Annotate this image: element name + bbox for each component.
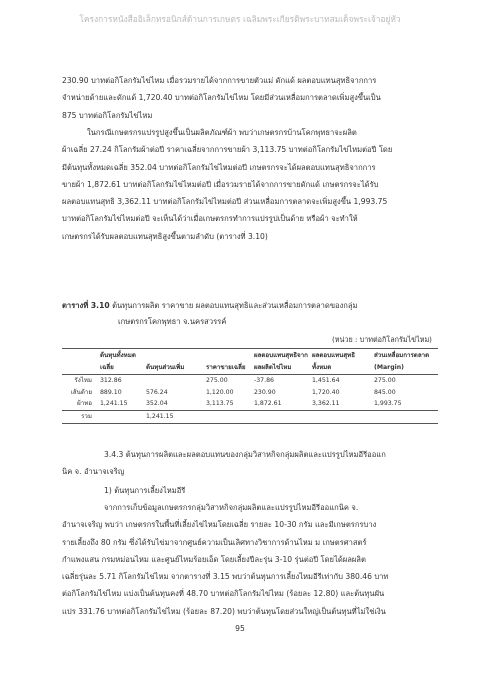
table-row xyxy=(62,387,438,399)
text-line: รายเลี้ยงถึง 80 กรัม ซึ่งได้รับไข่มาจากศูนย์ความเป็นเลิศทางวิชาการด้านไหม ม เกษตรศาสตร์ xyxy=(62,537,367,547)
table-row xyxy=(62,398,438,410)
header-cell: ส่วนเหลื่อมการตลาด (Margin) xyxy=(374,352,430,371)
table-cell: 1,872.61 xyxy=(254,400,282,408)
text-line: เฉลี่ยรุ่นละ 5.71 กิโลกรัมไข่ไหม จากตารางที่ 3.15 พบว่าต้นทุนการเลี้ยงไหมอีรีเท่ากับ 380.46 บาท xyxy=(62,572,389,582)
text-line: 875 บาทต่อกิโลกรัมไข่ไหม xyxy=(62,110,153,120)
header-cell: ผลตอบแทนสุทธิทั้งหมด xyxy=(312,352,356,371)
header-cell: ต้นทุนส่วนเพิ่ม xyxy=(146,363,185,371)
text-line: ขายผ้า 1,872.61 บาทต่อกิโลกรัมไข่ไหมต่อปี เมื่อรวมรายได้จากการขายดักแด้ เกษตรกรจะได้รับ xyxy=(62,179,379,189)
table-cell xyxy=(310,410,372,423)
table-cell: 312.86 xyxy=(100,377,122,385)
table-total-row xyxy=(62,410,438,423)
header-cell: ราคาขายเฉลี่ย xyxy=(206,363,246,371)
page-header: โครงการหนังสืออิเล็กทรอนิกส์ด้านการเกษตร เฉลิมพระเกียรติพระบาทสมเด็จพระเจ้าอยู่หัว xyxy=(79,14,401,24)
page-number: 95 xyxy=(235,624,245,633)
table-cell xyxy=(252,410,310,423)
text-line: ต่อกิโลกรัมไข่ไหม แบ่งเป็นต้นทุนคงที่ 48.70 บาทต่อกิโลกรัมไข่ไหม (ร้อยละ 12.80) และต้นทุนผัน xyxy=(62,589,385,599)
table-cell xyxy=(372,410,438,423)
table-cell: 3,113.75 xyxy=(206,400,234,408)
text-line: นิค จ. อำนาจเจริญ xyxy=(62,467,125,477)
text-line: กำแพงแสน กรมหม่อนไหม และศูนย์ไหมร้อยเอ็ด โดยเลี้ยงปีละรุ่น 3-10 รุ่นต่อปี โดยได้ผลผลิต xyxy=(62,554,366,564)
table-number: ตารางที่ 3.10 xyxy=(62,301,110,310)
table-cell: 352.04 xyxy=(146,400,168,408)
row-label: เส้นด้าย xyxy=(70,388,92,396)
table-cell: 845.00 xyxy=(374,388,396,396)
table-caption xyxy=(62,298,440,330)
text-line: จากการเก็บข้อมูลเกษตรกรกลุ่มวิสาหกิจกลุ่มผลิตและแปรรูปไหมอีรีออแกนิค จ. xyxy=(104,503,359,512)
table-cell: 576.24 xyxy=(146,388,168,396)
row-label: ผ้าทอ xyxy=(77,400,92,408)
table-cell: 230.90 xyxy=(254,388,276,396)
table-cell: 889.10 xyxy=(100,388,122,396)
table-row xyxy=(62,375,438,387)
text-line: มีต้นทุนทั้งหมดเฉลี่ย 352.04 บาทต่อกิโลกรัมไข่ไหมต่อปี เกษตรกรจะได้ผลตอบแทนสุทธิจากการ xyxy=(62,162,376,172)
table-cell xyxy=(204,410,252,423)
header-cell: ผลตอบแทนสุทธิจากผลผลิตไข่ไหม xyxy=(254,352,308,371)
header-cell: ต้นทุนทั้งหมดเฉลี่ย xyxy=(100,352,136,371)
text-line: ผลตอบแทนสุทธิ 3,362.11 บาทต่อกิโลกรัมไข่ไหมต่อปี ส่วนเหลื่อมการตลาดจะเพิ่มสูงขึ้น 1,993.75 xyxy=(62,197,388,207)
paragraph-2 xyxy=(62,124,440,245)
table-cell: 275.00 xyxy=(374,377,396,385)
subsection-heading xyxy=(62,482,440,499)
paragraph-3 xyxy=(62,499,440,620)
table-title: ต้นทุนการผลิต ราคาขาย ผลตอบแทนสุทธิและส่วนเหลื่อมการตลาดของกลุ่ม xyxy=(112,301,358,310)
text-line: ผ้าเฉลี่ย 27.24 กิโลกรัมผ้าต่อปี ราคาเฉลี่ยจากการขายผ้า 3,113.75 บาทต่อกิโลกรัมไข่ไหมต่อปี โดย xyxy=(62,145,393,155)
text-line: บาทต่อกิโลกรัมไข่ไหมต่อปี จะเห็นได้ว่าเมื่อเกษตรกรทำการแปรรูปเป็นด้าย หรือผ้า จะทำให้ xyxy=(62,214,358,224)
table-cell: 3,362.11 xyxy=(312,400,340,408)
paragraph-1 xyxy=(62,72,440,124)
text-line: 230.90 บาทต่อกิโลกรัมไข่ไหม เมื่อรวมรายได้จากการขายตัวแม่ ดักแด้ ผลตอบแทนสุทธิจากการ xyxy=(62,76,377,85)
text-line: ในกรณีเกษตรกรแปรรูปสูงขึ้นเป็นผลิตภัณฑ์ผ้า พบว่าเกษตรกรบ้านโคกพุทธาจะผลิต xyxy=(87,128,357,137)
table-cell xyxy=(144,375,204,387)
text-line: อำนาจเจริญ พบว่า เกษตรกรในพื้นที่เลี้ยงไข่ไหมโดยเฉลี่ย รายละ 10-30 กรัม และมีเกษตรกรบาง xyxy=(62,520,377,530)
text-line: แปร 331.76 บาทต่อกิโลกรัมไข่ไหม (ร้อยละ 87.20) พบว่าต้นทุนโดยส่วนใหญ่เป็นต้นทุนที่ไม่ใช่เงิน xyxy=(62,606,386,616)
data-table xyxy=(62,348,438,424)
table-unit: (หน่วย : บาทต่อกิโลกรัมไข่ไหม) xyxy=(331,335,432,344)
table-cell: 1,241.15 xyxy=(100,400,128,408)
text-line: จำหน่ายด้ายและดักแด้ 1,720.40 บาทต่อกิโลกรัมไข่ไหม โดยมีส่วนเหลื่อมการตลาดเพิ่มสูงขึ้นเป็น xyxy=(62,93,381,103)
text-line: เกษตรกรได้รับผลตอบแทนสุทธิสูงขึ้นตามลำดับ (ตารางที่ 3.10) xyxy=(62,231,268,241)
header-cell xyxy=(62,349,98,375)
text-line: 1) ต้นทุนการเลี้ยงไหมอีรี xyxy=(104,486,186,495)
table-cell: 1,720.40 xyxy=(312,388,340,396)
table-cell: 1,993.75 xyxy=(374,400,402,408)
table-header-row xyxy=(62,349,438,375)
table-cell xyxy=(98,410,144,423)
table-cell: 1,120.00 xyxy=(206,388,234,396)
row-label: รังไหม xyxy=(74,377,92,385)
text-line: 3.4.3 ต้นทุนการผลิตและผลตอบแทนของกลุ่มวิสาหกิจกลุ่มผลิตและแปรรูปไหมอีรีออแก xyxy=(104,450,386,459)
caption-line xyxy=(62,298,440,314)
section-heading xyxy=(62,446,440,481)
caption-line-2: เกษตรกรโคกพุทธา จ.นครสวรรค์ xyxy=(118,317,227,326)
row-label: รวม xyxy=(81,412,92,420)
table-cell: 275.00 xyxy=(206,377,228,385)
table-cell: 1,241.15 xyxy=(146,412,174,420)
table-cell: -37.86 xyxy=(254,377,274,385)
table-cell: 1,451.64 xyxy=(312,377,340,385)
